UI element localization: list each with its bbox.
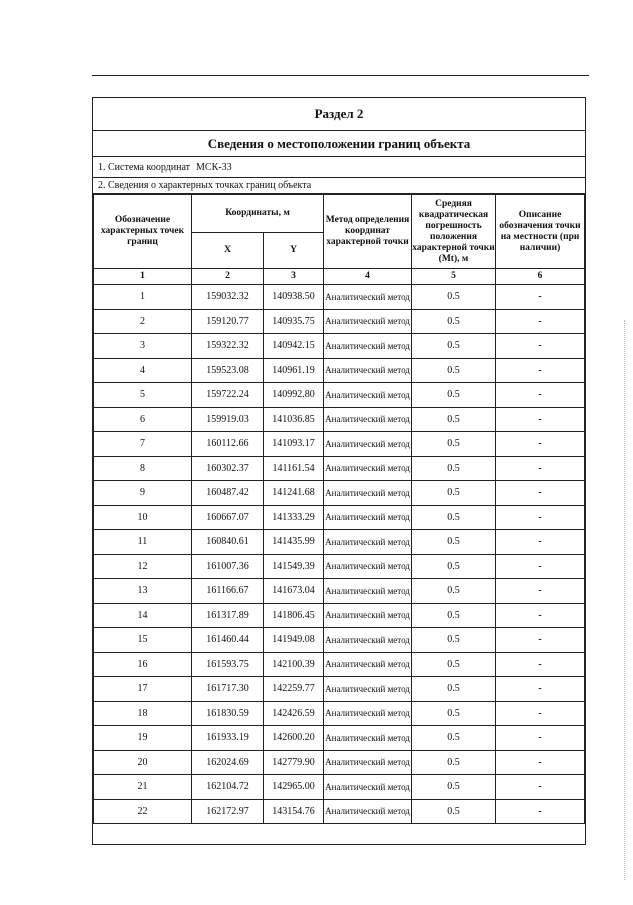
method-cell [324, 285, 412, 310]
table-row [94, 334, 585, 359]
description-value: - [496, 505, 585, 530]
error-value: 0.5 [412, 383, 496, 408]
column-number: 4 [324, 269, 412, 285]
method-cell [324, 726, 412, 751]
description-value: - [496, 750, 585, 775]
method-cell [324, 530, 412, 555]
table-row [94, 505, 585, 530]
error-value: 0.5 [412, 628, 496, 653]
column-number: 6 [496, 269, 585, 285]
scan-edge-marks [622, 320, 625, 880]
method-cell [324, 628, 412, 653]
error-value: 0.5 [412, 505, 496, 530]
description-value: - [496, 799, 585, 824]
method-text: Аналитический метод [325, 463, 410, 474]
method-cell [324, 750, 412, 775]
column-number: 2 [192, 269, 264, 285]
method-text: Аналитический метод [325, 487, 410, 498]
table-row [94, 383, 585, 408]
table-row [94, 432, 585, 457]
y-coordinate: 140938.50 [264, 285, 324, 310]
description-value: - [496, 579, 585, 604]
description-value: - [496, 383, 585, 408]
table-row [94, 628, 585, 653]
x-coordinate: 159322.32 [192, 334, 264, 359]
coord-system-label: 1. Система координат [98, 161, 191, 173]
method-cell [324, 358, 412, 383]
header-method: Метод определения координат характерной точки [324, 195, 412, 269]
point-number: 18 [94, 701, 192, 726]
x-coordinate: 160112.66 [192, 432, 264, 457]
method-text: Аналитический метод [325, 634, 410, 645]
method-cell [324, 432, 412, 457]
method-text: Аналитический метод [325, 732, 410, 743]
x-coordinate: 161460.44 [192, 628, 264, 653]
table-row [94, 407, 585, 432]
y-coordinate: 143154.76 [264, 799, 324, 824]
description-value: - [496, 456, 585, 481]
table-row [94, 677, 585, 702]
y-coordinate: 142600.20 [264, 726, 324, 751]
method-text: Аналитический метод [325, 291, 410, 302]
method-text: Аналитический метод [325, 512, 410, 523]
y-coordinate: 142965.00 [264, 775, 324, 800]
boundary-points-table [93, 194, 585, 824]
description-value: - [496, 554, 585, 579]
method-cell [324, 579, 412, 604]
error-value: 0.5 [412, 579, 496, 604]
method-text: Аналитический метод [325, 561, 410, 572]
method-text: Аналитический метод [325, 316, 410, 327]
method-cell [324, 652, 412, 677]
description-value: - [496, 309, 585, 334]
table-row [94, 481, 585, 506]
section-subtitle: Сведения о местоположении границ объекта [93, 131, 585, 157]
point-number: 19 [94, 726, 192, 751]
method-text: Аналитический метод [325, 708, 410, 719]
method-cell [324, 677, 412, 702]
point-number: 12 [94, 554, 192, 579]
table-row [94, 603, 585, 628]
description-value: - [496, 530, 585, 555]
description-value: - [496, 481, 585, 506]
method-text: Аналитический метод [325, 536, 410, 547]
method-text: Аналитический метод [325, 610, 410, 621]
error-value: 0.5 [412, 603, 496, 628]
point-number: 1 [94, 285, 192, 310]
method-text: Аналитический метод [325, 659, 410, 670]
x-coordinate: 159722.24 [192, 383, 264, 408]
table-row [94, 750, 585, 775]
description-value: - [496, 432, 585, 457]
method-cell [324, 775, 412, 800]
table-row [94, 652, 585, 677]
description-value: - [496, 358, 585, 383]
y-coordinate: 141549.39 [264, 554, 324, 579]
x-coordinate: 162104.72 [192, 775, 264, 800]
y-coordinate: 141949.08 [264, 628, 324, 653]
method-text: Аналитический метод [325, 585, 410, 596]
error-value: 0.5 [412, 432, 496, 457]
section-title: Раздел 2 [93, 98, 585, 131]
y-coordinate: 142779.90 [264, 750, 324, 775]
error-value: 0.5 [412, 481, 496, 506]
y-coordinate: 140935.75 [264, 309, 324, 334]
y-coordinate: 141806.45 [264, 603, 324, 628]
description-value: - [496, 652, 585, 677]
table-row [94, 530, 585, 555]
method-text: Аналитический метод [325, 438, 410, 449]
method-text: Аналитический метод [325, 781, 410, 792]
header-designation: Обозначение характерных точек границ [94, 195, 192, 269]
error-value: 0.5 [412, 530, 496, 555]
error-value: 0.5 [412, 750, 496, 775]
description-value: - [496, 285, 585, 310]
y-coordinate: 141161.54 [264, 456, 324, 481]
point-number: 3 [94, 334, 192, 359]
description-value: - [496, 701, 585, 726]
point-number: 21 [94, 775, 192, 800]
column-number: 1 [94, 269, 192, 285]
x-coordinate: 161007.36 [192, 554, 264, 579]
point-number: 11 [94, 530, 192, 555]
table-row [94, 799, 585, 824]
point-number: 5 [94, 383, 192, 408]
description-value: - [496, 775, 585, 800]
point-number: 10 [94, 505, 192, 530]
error-value: 0.5 [412, 799, 496, 824]
header-x: X [192, 233, 264, 269]
x-coordinate: 161830.59 [192, 701, 264, 726]
table-row [94, 701, 585, 726]
x-coordinate: 160302.37 [192, 456, 264, 481]
point-number: 15 [94, 628, 192, 653]
method-cell [324, 309, 412, 334]
header-description: Описание обозначения точки на местности (при наличии) [496, 195, 585, 269]
error-value: 0.5 [412, 358, 496, 383]
error-value: 0.5 [412, 726, 496, 751]
method-cell [324, 383, 412, 408]
column-number: 3 [264, 269, 324, 285]
method-cell [324, 456, 412, 481]
method-text: Аналитический метод [325, 389, 410, 400]
error-value: 0.5 [412, 309, 496, 334]
point-number: 4 [94, 358, 192, 383]
table-row [94, 554, 585, 579]
method-text: Аналитический метод [325, 757, 410, 768]
y-coordinate: 140942.15 [264, 334, 324, 359]
description-value: - [496, 726, 585, 751]
y-coordinate: 141673.04 [264, 579, 324, 604]
table-row [94, 309, 585, 334]
point-number: 6 [94, 407, 192, 432]
error-value: 0.5 [412, 701, 496, 726]
header-y: Y [264, 233, 324, 269]
column-number: 5 [412, 269, 496, 285]
y-coordinate: 141435.99 [264, 530, 324, 555]
header-error: Средняя квадратическая погрешность положения характерной точки (Мt), м [412, 195, 496, 269]
x-coordinate: 161593.75 [192, 652, 264, 677]
coord-system-value: МСК-33 [196, 161, 232, 173]
method-cell [324, 505, 412, 530]
method-cell [324, 701, 412, 726]
method-cell [324, 481, 412, 506]
point-number: 20 [94, 750, 192, 775]
point-number: 8 [94, 456, 192, 481]
point-number: 9 [94, 481, 192, 506]
y-coordinate: 141036.85 [264, 407, 324, 432]
x-coordinate: 159032.32 [192, 285, 264, 310]
y-coordinate: 140961.19 [264, 358, 324, 383]
description-value: - [496, 677, 585, 702]
table-row [94, 285, 585, 310]
error-value: 0.5 [412, 456, 496, 481]
y-coordinate: 142100.39 [264, 652, 324, 677]
method-cell [324, 799, 412, 824]
y-coordinate: 141241.68 [264, 481, 324, 506]
error-value: 0.5 [412, 554, 496, 579]
point-number: 17 [94, 677, 192, 702]
table-row [94, 775, 585, 800]
point-number: 22 [94, 799, 192, 824]
x-coordinate: 161717.30 [192, 677, 264, 702]
x-coordinate: 162024.69 [192, 750, 264, 775]
y-coordinate: 142426.59 [264, 701, 324, 726]
x-coordinate: 159919.03 [192, 407, 264, 432]
table-row [94, 358, 585, 383]
description-value: - [496, 603, 585, 628]
method-cell [324, 407, 412, 432]
description-value: - [496, 628, 585, 653]
method-cell [324, 334, 412, 359]
section-frame [92, 97, 586, 845]
method-text: Аналитический метод [325, 806, 410, 817]
method-cell [324, 603, 412, 628]
x-coordinate: 160840.61 [192, 530, 264, 555]
x-coordinate: 159120.77 [192, 309, 264, 334]
x-coordinate: 160667.07 [192, 505, 264, 530]
x-coordinate: 159523.08 [192, 358, 264, 383]
table-row [94, 726, 585, 751]
y-coordinate: 140992.80 [264, 383, 324, 408]
point-number: 14 [94, 603, 192, 628]
coord-system-line [93, 157, 585, 178]
x-coordinate: 162172.97 [192, 799, 264, 824]
x-coordinate: 161933.19 [192, 726, 264, 751]
header-coordinates: Координаты, м [192, 195, 324, 233]
error-value: 0.5 [412, 407, 496, 432]
point-number: 7 [94, 432, 192, 457]
method-text: Аналитический метод [325, 414, 410, 425]
description-value: - [496, 334, 585, 359]
table-row [94, 456, 585, 481]
points-heading: 2. Сведения о характерных точках границ объекта [93, 178, 585, 194]
error-value: 0.5 [412, 775, 496, 800]
y-coordinate: 141333.29 [264, 505, 324, 530]
method-text: Аналитический метод [325, 683, 410, 694]
error-value: 0.5 [412, 285, 496, 310]
description-value: - [496, 407, 585, 432]
top-rule [92, 75, 589, 76]
method-cell [324, 554, 412, 579]
x-coordinate: 161317.89 [192, 603, 264, 628]
x-coordinate: 160487.42 [192, 481, 264, 506]
point-number: 2 [94, 309, 192, 334]
table-row [94, 579, 585, 604]
error-value: 0.5 [412, 652, 496, 677]
method-text: Аналитический метод [325, 365, 410, 376]
x-coordinate: 161166.67 [192, 579, 264, 604]
error-value: 0.5 [412, 334, 496, 359]
y-coordinate: 141093.17 [264, 432, 324, 457]
point-number: 13 [94, 579, 192, 604]
y-coordinate: 142259.77 [264, 677, 324, 702]
method-text: Аналитический метод [325, 340, 410, 351]
point-number: 16 [94, 652, 192, 677]
error-value: 0.5 [412, 677, 496, 702]
